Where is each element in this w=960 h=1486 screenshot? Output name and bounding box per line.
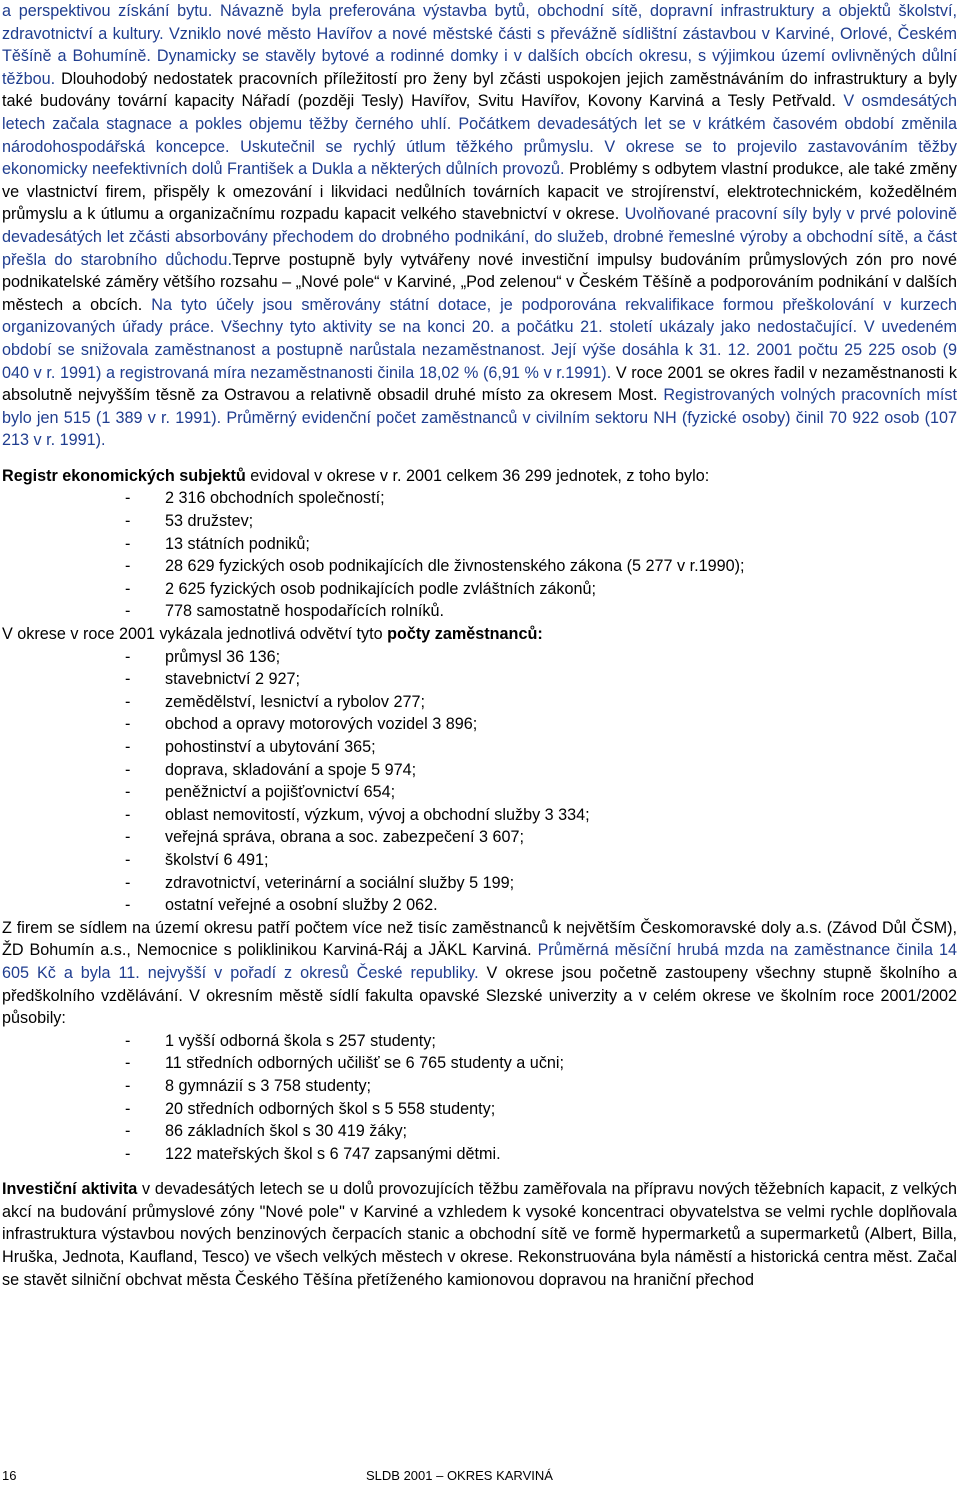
registr-list — [2, 487, 957, 623]
intro-sentence: a perspektivou získání bytu. Návazně byla preferována výstavba bytů, obchodní sítě, dopravní infrastruktury a objektů školství, zdravotnictví a kultury. Vzniklo nové město Havířov a nové městské části s převážně sídlištní zástavbou v Karviné, Orlové, Českém Těšíně a Bohumíně. Dynamicky se stavěly bytové a rodinné domky i v dalších obcích okresu, s výjimkou území ovlivněných důlní těžbou. — [2, 2, 957, 88]
list-item: - 20 středních odborných škol s 5 558 studenty; — [125, 1098, 957, 1121]
page-number: 16 — [2, 1468, 17, 1483]
list-item: - 28 629 fyzických osob podnikajících dle živnostenského zákona (5 277 v r.1990); — [125, 555, 957, 578]
list-item: - veřejná správa, obrana a soc. zabezpečení 3 607; — [125, 826, 957, 849]
list-item: - 2 316 obchodních společností; — [125, 487, 957, 510]
list-item: - průmysl 36 136; — [125, 646, 957, 669]
list-item: - 1 vyšší odborná škola s 257 studenty; — [125, 1030, 957, 1053]
schools-list — [2, 1030, 957, 1166]
intro-sentence: V uvedeném období se snižovala zaměstnanost a postupně narůstala nezaměstnanost. Její výše dosáhla k 31. 12. 2001 počtu 25 225 osob (9 040 v r. 1991) a registrovaná míra nezaměstnanosti činila 18,02 % (6,91 % v r.1991). — [2, 318, 957, 382]
intro-sentence: Teprve postupně byly vytvářeny nové investiční impulsy budováním průmyslových zón pro nové podnikatelské záměry většího rozsahu – „Nové pole“ v Karviné, „Pod zelenou“ v Českém Těšíně a podporováním podnikání v dalších městech a obcích. — [2, 250, 957, 314]
intro-sentence: Na tyto účely jsou směrovány státní dotace, je podporována rekvalifikace formou přeškolování v kurzech organizovaných úřady práce. Všechny tyto aktivity se na konci 20. a počátku 21. století ukázaly jako nedostačující. — [2, 295, 957, 337]
invest-paragraph — [2, 1178, 957, 1291]
list-item: - peněžnictví a pojišťovnictví 654; — [125, 781, 957, 804]
intro-sentence: Počátkem devadesátých let se v krátkém časovém období změnila národohospodářská koncepce. Uskutečnil se rychlý útlum těžkého průmyslu. V okrese se to projevilo zastavováním těžby ekonomicky neefektivních dolů František a Dukla a některých důlních provozů. — [2, 114, 957, 179]
employees-list — [2, 646, 957, 917]
list-item: - 778 samostatně hospodařících rolníků. — [125, 600, 957, 623]
list-item: - doprava, skladování a spoje 5 974; — [125, 759, 957, 782]
intro-sentence: Uvolňované pracovní síly byly v prvé polovině devadesátých let zčásti absorbovány přechodem do drobného podnikání, do služeb, drobné řemeslné výroby a obchodní sítě, a část přešla do starobního důchodu. — [2, 205, 958, 269]
document-page — [2, 0, 957, 1291]
firms-sentence: V okresním městě sídlí fakulta opavské Slezské univerzity a v celém okrese ve školním roce 2001/2002 působily: — [2, 986, 957, 1028]
list-item: - 2 625 fyzických osob podnikajících podle zvláštních zákonů; — [125, 578, 957, 601]
list-item: - oblast nemovitostí, výzkum, vývoj a obchodní služby 3 334; — [125, 804, 957, 827]
registr-bold: Registr ekonomických subjektů — [2, 466, 246, 485]
firms-sentence: Z firem se sídlem na území okresu patří počtem více než tisíc zaměstnanců k největším Českomoravské doly a.s. (Závod Důl ČSM), ŽD Bohumín a.s., Nemocnice s poliklinikou Karviná-Ráj a JÄKL Karviná. — [2, 918, 957, 960]
intro-sentence: Dlouhodobý nedostatek pracovních příležitostí pro ženy byl zčásti uspokojen jejich zaměstnáváním do infrastruktury a byly také budovány tovární kapacity Nářadí (později Tesly) Havířov, Svitu Havířov, Kovony Karviná a Tesly Petřvald. — [2, 69, 958, 111]
list-item: - 11 středních odborných učilišť se 6 765 studenty a učni; — [125, 1052, 957, 1075]
list-item: - zemědělství, lesnictví a rybolov 277; — [125, 691, 957, 714]
list-item: - 8 gymnázií s 3 758 studenty; — [125, 1075, 957, 1098]
intro-sentence: Průměrný evidenční počet zaměstnanců v civilním sektoru NH (fyzické osoby) činil 70 922 osob (107 213 v r. 1991). — [2, 408, 957, 450]
employees-heading — [2, 623, 957, 646]
footer-title: SLDB 2001 – OKRES KARVINÁ — [366, 1468, 553, 1483]
paragraph-gap — [2, 452, 957, 465]
list-item: - obchod a opravy motorových vozidel 3 896; — [125, 713, 957, 736]
invest-sentence: v devadesátých letech se u dolů provozujících těžbu zaměřovala na přípravu nových těžebních kapacit, z velkých akcí na budování průmyslové zóny "Nové pole" v Karviné a vzhledem k vysoké koncentraci obyvatelstva se velmi rychle doplňovala infrastruktura výstavbou nových benzinových čerpacích stanic a obchodní sítě ve formě hypermarketů a supermarketů (Albert, Billa, Hruška, Jednota, Kaufland, Tesco) ve všech velkých městech v okrese. — [2, 1180, 957, 1267]
intro-sentence: V osmdesátých letech začala stagnace a pokles objemu těžby černého uhlí. — [2, 92, 957, 133]
employees-bold: počty zaměstnanců: — [387, 625, 543, 644]
intro-sentence: V roce 2001 se okres řadil v nezaměstnanosti k absolutně nejvyšším těsně za Ostravou a relativně obsadil druhé místo za okresem Most. — [2, 363, 957, 405]
page-footer — [0, 1464, 955, 1486]
list-item: - 13 státních podniků; — [125, 533, 957, 556]
list-item: - pohostinství a ubytování 365; — [125, 736, 957, 759]
paragraph-gap — [2, 1165, 957, 1178]
firms-sentence: Průměrná měsíční hrubá mzda na zaměstnance činila 14 605 Kč a byla 11. nejvyšší v pořadí z okresů České republiky. — [2, 941, 957, 982]
firms-sentence: V okrese jsou početně zastoupeny všechny stupně školního a předškolního vzdělávání. — [2, 963, 957, 1005]
list-item: - 86 základních škol s 30 419 žáky; — [125, 1120, 957, 1143]
list-item: - zdravotnictví, veterinární a sociální služby 5 199; — [125, 872, 957, 895]
registr-text: evidoval v okrese v r. 2001 celkem 36 299 jednotek, z toho bylo: — [245, 466, 710, 485]
list-item: - stavebnictví 2 927; — [125, 668, 957, 691]
intro-paragraph — [2, 0, 957, 452]
firms-paragraph — [2, 917, 957, 1030]
list-item: - ostatní veřejné a osobní služby 2 062. — [125, 894, 957, 917]
intro-sentence: Registrovaných volných pracovních míst bylo jen 515 (1 389 v r. 1991). — [2, 386, 957, 427]
list-item: - školství 6 491; — [125, 849, 957, 872]
list-item: - 122 mateřských škol s 6 747 zapsanými dětmi. — [125, 1143, 957, 1166]
invest-bold: Investiční aktivita — [2, 1180, 138, 1199]
employees-lead: V okrese v roce 2001 vykázala jednotlivá odvětví tyto — [2, 625, 388, 644]
registr-heading — [2, 465, 957, 488]
intro-sentence: Problémy s odbytem vlastní produkce, ale také změny ve vlastnictví firem, přispěly k omezování i likvidaci nedůlních továrních kapacit ve strojírenství, elektrotechnickém, kožedělném průmyslu a k útlumu a organizačnímu rozpadu kapacit velkého stavebnictví v okrese. — [2, 160, 958, 224]
list-item: - 53 družstev; — [125, 510, 957, 533]
invest-sentence: Rekonstruována byla náměstí a historická centra měst. Začal se stavět silniční obchvat města Českého Těšína přetíženého kamionovou dopravou na hraniční přechod — [2, 1248, 957, 1289]
